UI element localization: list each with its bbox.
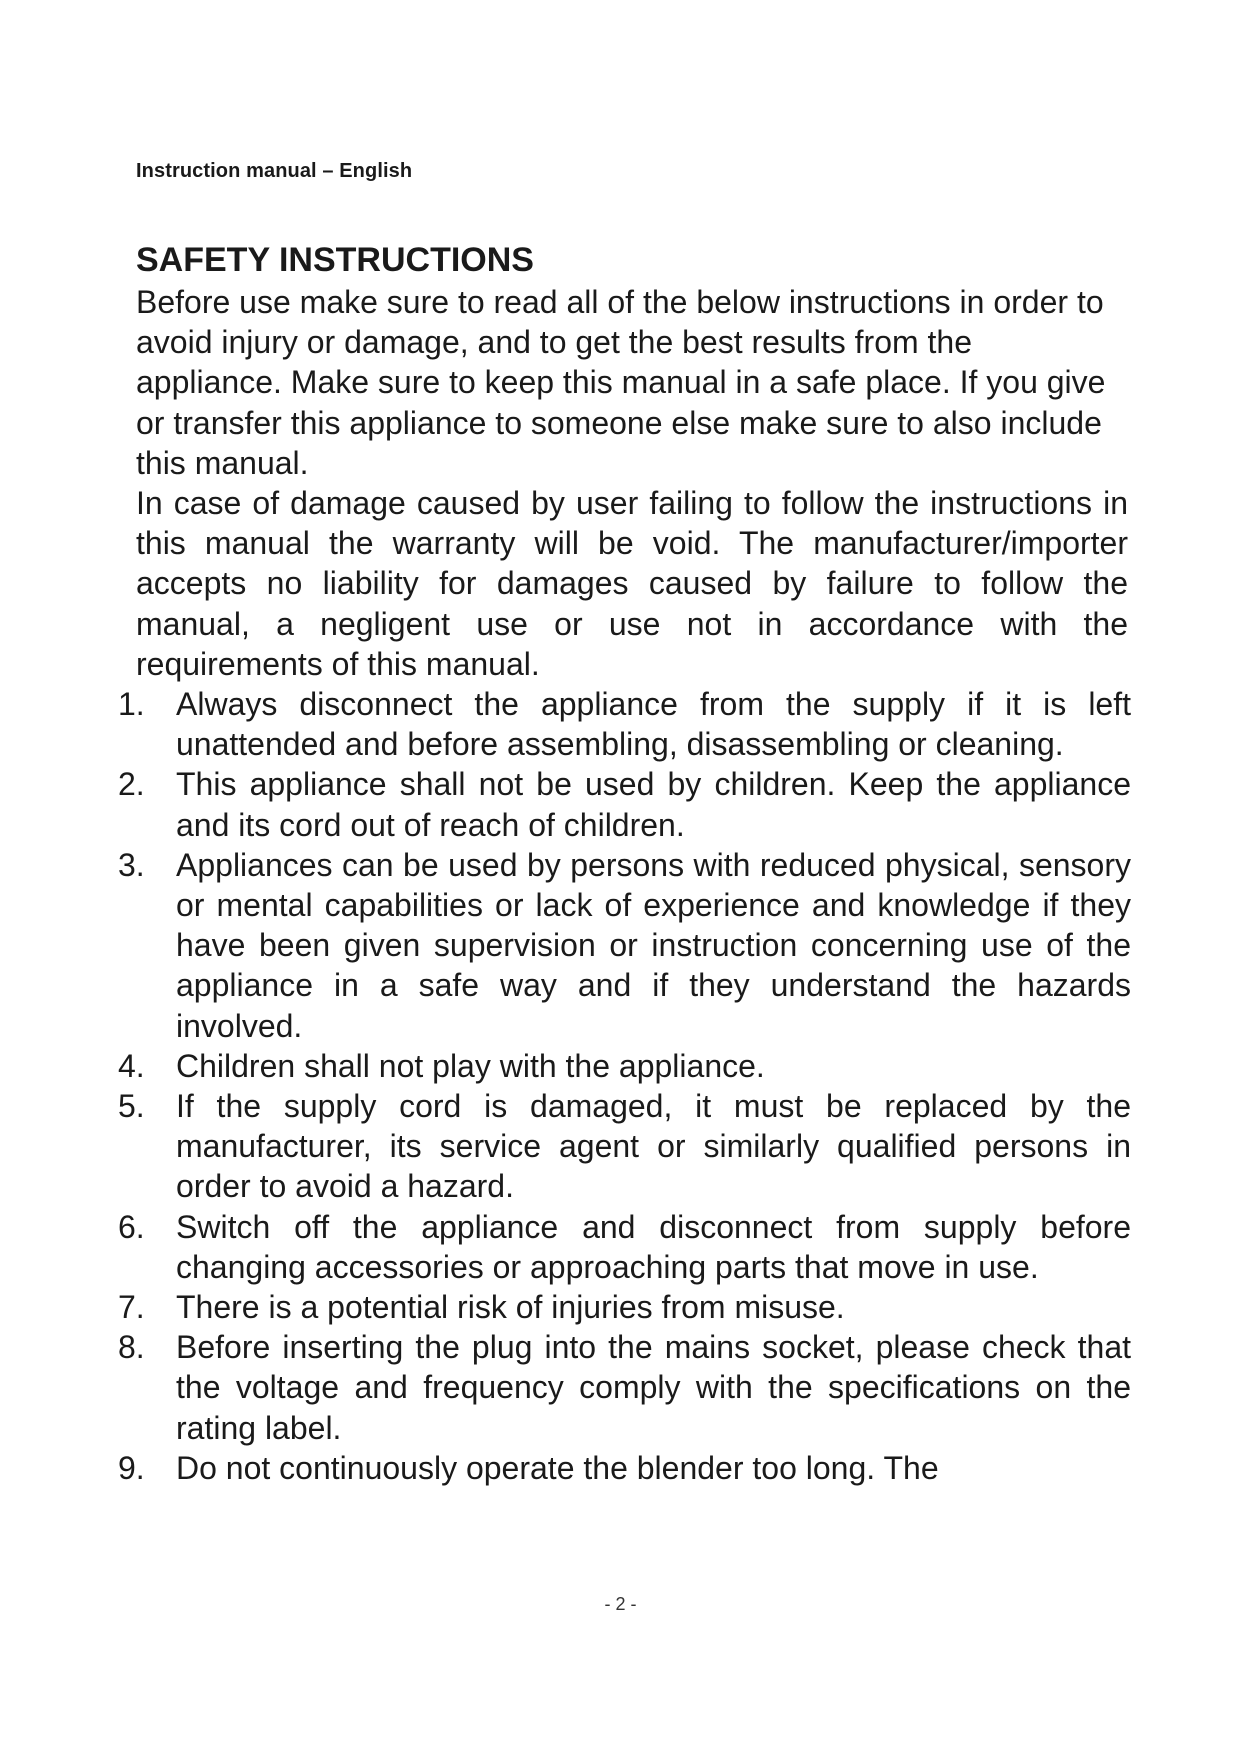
- list-item-number: 6.: [118, 1208, 145, 1245]
- list-item-text: Children shall not play with the appliance.: [176, 1047, 765, 1084]
- list-item: [118, 1287, 1131, 1327]
- list-item-number: 8.: [118, 1329, 145, 1366]
- list-item-text: There is a potential risk of injuries from misuse.: [176, 1289, 845, 1326]
- document-header: Instruction manual – English: [136, 160, 413, 182]
- list-item-number: 1.: [118, 686, 145, 723]
- safety-list: [118, 684, 1131, 1488]
- list-item: [118, 764, 1131, 844]
- list-item-number: 4.: [118, 1047, 145, 1084]
- list-item: [118, 1046, 1131, 1086]
- list-item-number: 9.: [118, 1449, 145, 1486]
- list-item-number: 5.: [118, 1088, 145, 1125]
- intro-paragraph: Before use make sure to read all of the below instructions in order to avoid injury or damage, and to get the best results from the appliance. Make sure to keep this manual in a safe place. If you give or transfer this appliance to someone else make sure to also include this manual.: [136, 284, 1106, 481]
- list-item-text: Appliances can be used by persons with reduced physical, sensory or mental capabilities or lack of experience and knowledge if they have been given supervision or instruction concerning use of the appliance in a safe way and if they understand the hazards involved.: [176, 846, 1131, 1044]
- list-item-text: Before inserting the plug into the mains socket, please check that the voltage and frequency comply with the specifications on the rating label.: [176, 1329, 1131, 1446]
- list-item-text: Always disconnect the appliance from the supply if it is left unattended and before assembling, disassembling or cleaning.: [176, 686, 1131, 763]
- safety-section: [118, 238, 1136, 1488]
- list-item-text: This appliance shall not be used by children. Keep the appliance and its cord out of reach of children.: [176, 766, 1131, 843]
- list-item-number: 2.: [118, 766, 145, 803]
- page-number: - 2 -: [604, 1594, 637, 1614]
- list-item-text: Do not continuously operate the blender too long. The: [176, 1449, 939, 1486]
- list-item-number: 3.: [118, 846, 145, 883]
- warranty-paragraph: In case of damage caused by user failing to follow the instructions in this manual the warranty will be void. The manufacturer/importer accepts no liability for damages caused by failure to follow the manual, a negligent use or use not in accordance with the requirements of this manual.: [136, 485, 1128, 682]
- list-item-text: Switch off the appliance and disconnect from supply before changing accessories or approaching parts that move in use.: [176, 1208, 1131, 1285]
- list-item: [118, 1086, 1131, 1207]
- list-item: [118, 1207, 1131, 1287]
- list-item: [118, 1448, 1131, 1488]
- list-item: [118, 684, 1131, 764]
- section-title: SAFETY INSTRUCTIONS: [136, 241, 534, 279]
- list-item-text: If the supply cord is damaged, it must be replaced by the manufacturer, its service agent or similarly qualified persons in order to avoid a hazard.: [176, 1088, 1131, 1205]
- list-item-number: 7.: [118, 1289, 145, 1326]
- list-item: [118, 845, 1131, 1046]
- list-item: [118, 1327, 1131, 1448]
